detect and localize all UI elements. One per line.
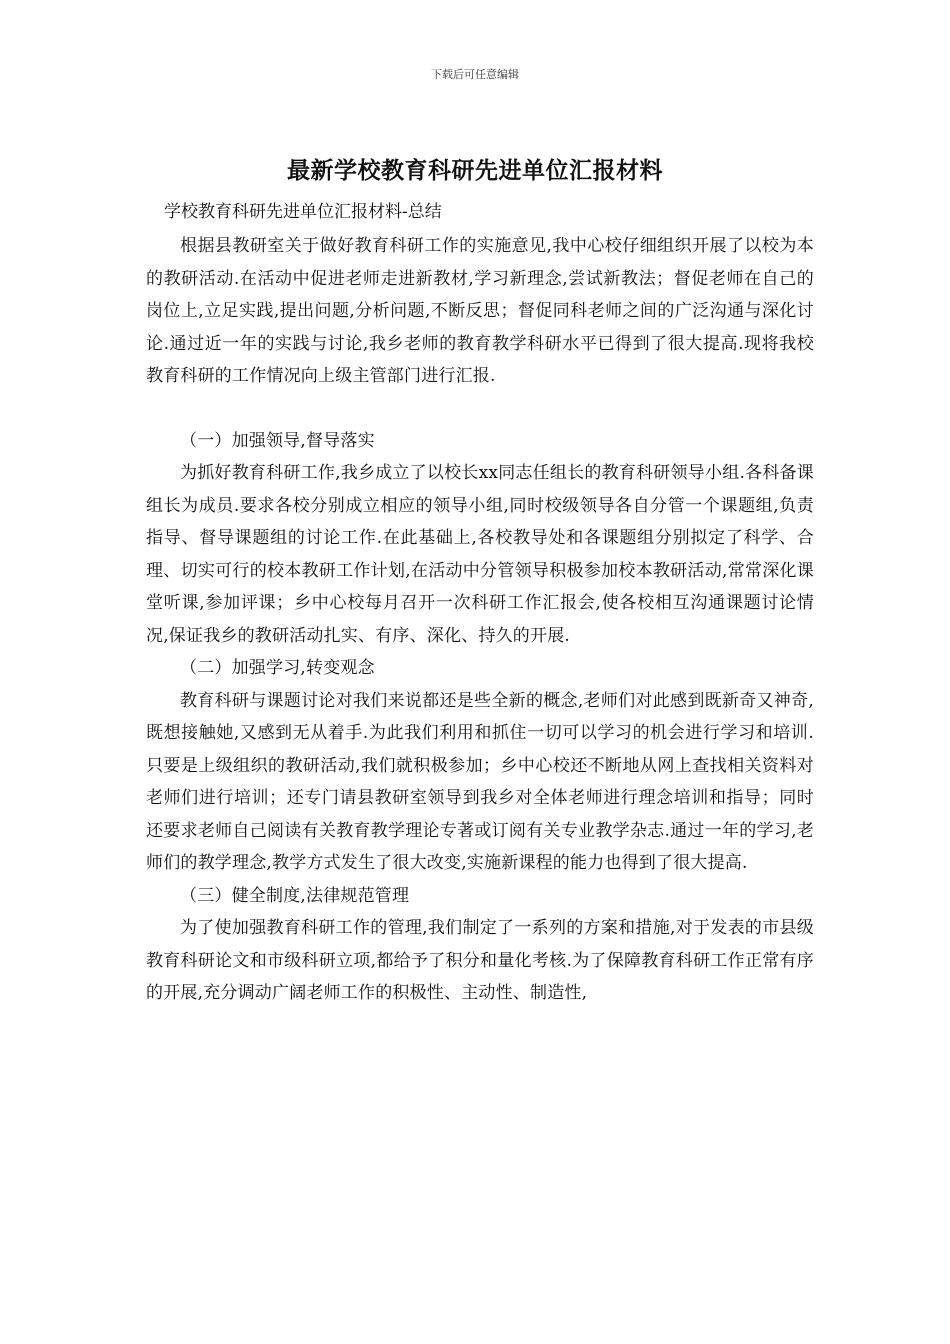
section-body-2: 教育科研与课题讨论对我们来说都还是些全新的概念,老师们对此感到既新奇又神奇,既想接触她,又感到无从着手.为此我们利用和抓住一切可以学习的机会进行学习和培训.只要是上级组织的教研活动,我们就积极参加；乡中心校还不断地从网上查找相关资料对老师们进行培训；还专门请县教研室领导到我乡对全体老师进行理念培训和指导；同时还要求老师自己阅读有关教育教学理论专著或订阅有关专业教学杂志.通过一年的学习,老师们的教学理念,教学方式发生了很大改变,实施新课程的能力也得到了很大提高.	[146, 690, 814, 873]
section-heading-1: （一）加强领导,督导落实	[180, 430, 375, 451]
paragraph-spacer	[146, 393, 814, 425]
intro-paragraph: 根据县教研室关于做好教育科研工作的实施意见,我中心校仔细组织开展了以校为本的教研活动.在活动中促进老师走进新教材,学习新理念,尝试新教法；督促老师在自己的岗位上,立足实践,提出问题,分析问题,不断反思；督促同科老师之间的广泛沟通与深化讨论.通过近一年的实践与讨论,我乡老师的教育教学科研水平已得到了很大提高.现将我校教育科研的工作情况向上级主管部门进行汇报.	[146, 236, 814, 386]
section-body-3: 为了使加强教育科研工作的管理,我们制定了一系列的方案和措施,对于发表的市县级教育科研论文和市级科研立项,都给予了积分和量化考核.为了保障教育科研工作正常有序的开展,充分调动广阔老师工作的积极性、主动性、制造性,	[146, 918, 814, 1003]
section-heading-2: （二）加强学习,转变观念	[180, 658, 375, 678]
document-subtitle: 学校教育科研先进单位汇报材料-总结	[164, 202, 442, 222]
document-title: 最新学校教育科研先进单位汇报材料	[287, 158, 663, 184]
section-heading-3: （三）健全制度,法律规范管理	[180, 885, 410, 906]
header-note: 下载后可任意编辑	[431, 68, 519, 81]
document-body	[146, 230, 814, 1010]
section-body-1: 为抓好教育科研工作,我乡成立了以校长xx同志任组长的教育科研领导小组.各科备课组长为成员.要求各校分别成立相应的领导小组,同时校级领导各自分管一个课题组,负责指导、督导课题组的讨论工作.在此基础上,各校教导处和各课题组分别拟定了科学、合理、切实可行的校本教研工作计划,在活动中分管领导积极参加校本教研活动,常常深化课堂听课,参加评课；乡中心校每月召开一次科研工作汇报会,使各校相互沟通课题讨论情况,保证我乡的教研活动扎实、有序、深化、持久的开展.	[146, 463, 814, 646]
